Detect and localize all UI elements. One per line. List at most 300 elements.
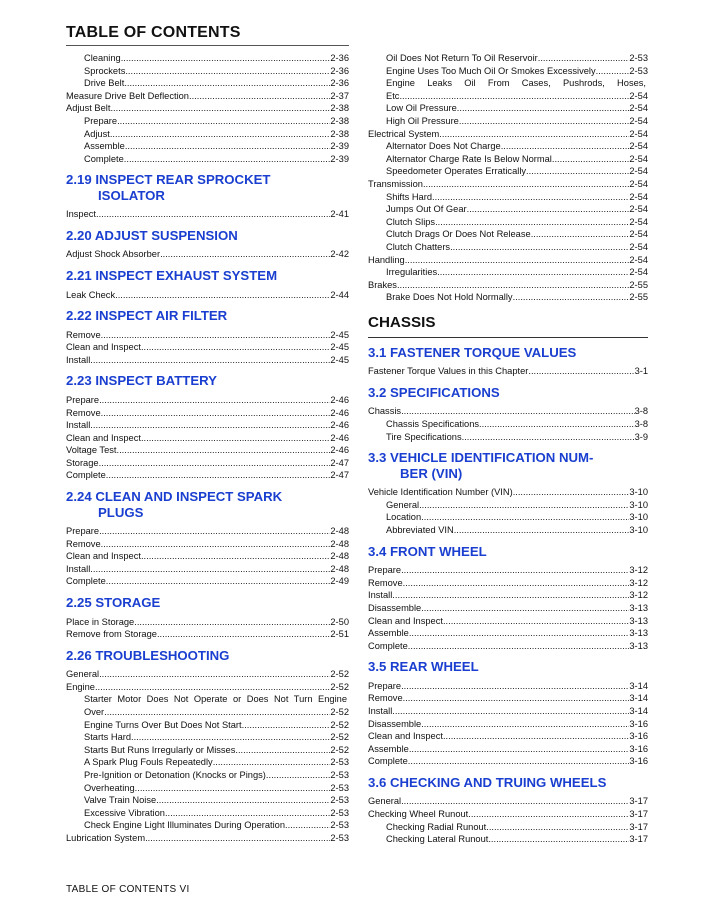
chapter-title: CHASSIS bbox=[368, 314, 648, 338]
toc-leader-dots bbox=[538, 52, 630, 65]
toc-entry-page: 2-36 bbox=[330, 78, 349, 89]
toc-leader-dots bbox=[134, 616, 330, 629]
toc-entry-title: Drive Belt bbox=[84, 78, 125, 89]
toc-entry[interactable] bbox=[66, 563, 349, 576]
page-footer: TABLE OF CONTENTS VI bbox=[66, 884, 190, 895]
toc-entry-page: 2-54 bbox=[629, 241, 648, 252]
toc-entry-title: Oil Does Not Return To Oil Reservoir bbox=[386, 53, 538, 63]
title-rule bbox=[66, 45, 349, 46]
toc-entry-page: 2-41 bbox=[330, 209, 349, 220]
toc-entry-title: Voltage Test bbox=[66, 445, 117, 456]
toc-entry-page: 3-17 bbox=[629, 834, 648, 845]
section-heading[interactable] bbox=[66, 373, 349, 389]
toc-entry-title: Brakes bbox=[368, 279, 397, 290]
toc-entry-title: Remove bbox=[66, 538, 101, 549]
section-heading[interactable] bbox=[66, 308, 349, 324]
toc-entry-title: Pre-Ignition or Detonation (Knocks or Pings) bbox=[84, 769, 266, 780]
toc-entry-page: 2-47 bbox=[330, 470, 349, 481]
toc-entry[interactable] bbox=[66, 550, 349, 563]
toc-entry[interactable] bbox=[368, 680, 648, 693]
toc-leader-dots bbox=[110, 128, 331, 141]
toc-entry-page: 2-38 bbox=[330, 115, 349, 126]
toc-entry-page: 2-45 bbox=[330, 329, 349, 340]
section-heading[interactable] bbox=[66, 268, 349, 284]
toc-leader-dots bbox=[90, 354, 330, 367]
toc-leader-dots bbox=[435, 216, 629, 229]
toc-entry-title: Chassis bbox=[368, 406, 402, 417]
toc-entry-title: Storage bbox=[66, 457, 99, 468]
toc-entry-page: 2-47 bbox=[330, 457, 349, 468]
toc-entry-title: Remove bbox=[66, 329, 101, 340]
toc-entry-page: 2-36 bbox=[330, 65, 349, 76]
toc-entry[interactable] bbox=[66, 208, 349, 221]
toc-entry-page: 2-39 bbox=[330, 153, 349, 164]
toc-entry[interactable] bbox=[368, 365, 648, 378]
toc-entry-title: Install bbox=[368, 590, 393, 601]
toc-entry-page: 3-10 bbox=[629, 512, 648, 523]
toc-leader-dots bbox=[106, 575, 331, 588]
toc-entry-page: 3-16 bbox=[629, 731, 648, 742]
toc-leader-dots bbox=[432, 191, 629, 204]
toc-leader-dots bbox=[141, 341, 330, 354]
toc-leader-dots bbox=[450, 241, 629, 254]
toc-entry[interactable] bbox=[66, 719, 349, 732]
section-heading-line1: 3.5 REAR WHEEL bbox=[368, 659, 479, 675]
toc-leader-dots bbox=[131, 731, 330, 744]
toc-entry[interactable] bbox=[368, 153, 648, 166]
section-heading-line1: 2.25 STORAGE bbox=[66, 595, 161, 611]
toc-entry[interactable] bbox=[66, 341, 349, 354]
toc-entry-page: 2-54 bbox=[629, 216, 648, 227]
toc-entry-page: 3-12 bbox=[629, 565, 648, 576]
toc-entry[interactable] bbox=[66, 115, 349, 128]
toc-entry-title: Starts Hard bbox=[84, 732, 132, 743]
toc-entry-page: 2-54 bbox=[629, 115, 648, 126]
toc-entry-title: Remove bbox=[368, 693, 403, 704]
toc-entry-title: Remove bbox=[66, 407, 101, 418]
toc-entry-title: Sprockets bbox=[84, 65, 126, 76]
toc-leader-dots bbox=[403, 577, 630, 590]
toc-entry-title: Prepare bbox=[368, 565, 402, 576]
toc-entry-title: Engine Uses Too Much Oil Or Smokes Excessively bbox=[386, 65, 596, 76]
toc-leader-dots bbox=[392, 705, 629, 718]
toc-entry[interactable] bbox=[66, 289, 349, 302]
toc-entry-title: Assemble bbox=[84, 141, 125, 152]
toc-entry[interactable] bbox=[368, 808, 648, 821]
toc-entry[interactable] bbox=[368, 165, 648, 178]
toc-entry-page: 2-48 bbox=[330, 563, 349, 574]
toc-entry-page: 2-53 bbox=[629, 53, 648, 63]
toc-entry-page: 2-52 bbox=[330, 707, 349, 717]
toc-entry[interactable] bbox=[368, 692, 648, 705]
toc-entry-page: 3-17 bbox=[629, 796, 648, 807]
toc-entry[interactable] bbox=[66, 807, 349, 820]
toc-entry-page: 2-54 bbox=[629, 267, 648, 278]
toc-entry[interactable] bbox=[368, 718, 648, 731]
toc-entry-title: Disassemble bbox=[368, 602, 422, 613]
toc-entry[interactable] bbox=[368, 228, 648, 241]
toc-entry-title: Measure Drive Belt Deflection bbox=[66, 90, 189, 101]
toc-leader-dots bbox=[397, 279, 629, 292]
toc-leader-dots bbox=[90, 563, 330, 576]
toc-entry[interactable] bbox=[66, 628, 349, 641]
toc-leader-dots bbox=[125, 140, 331, 153]
toc-leader-dots bbox=[96, 208, 330, 221]
toc-entry[interactable] bbox=[66, 394, 349, 407]
toc-entry[interactable] bbox=[66, 538, 349, 551]
toc-leader-dots bbox=[401, 795, 629, 808]
toc-entry-page: 2-49 bbox=[330, 576, 349, 587]
toc-entry[interactable] bbox=[368, 602, 648, 615]
toc-entry-page: 2-52 bbox=[330, 732, 349, 743]
toc-entry-title: Electrical System bbox=[368, 128, 440, 139]
toc-entry-page: 3-14 bbox=[629, 705, 648, 716]
toc-entry[interactable] bbox=[368, 743, 648, 756]
toc-entry-page: 2-38 bbox=[330, 103, 349, 114]
toc-entry[interactable] bbox=[66, 153, 349, 166]
toc-leader-dots bbox=[95, 681, 330, 694]
toc-entry-page: 2-46 bbox=[330, 407, 349, 418]
toc-entry-title: A Spark Plug Fouls Repeatedly bbox=[84, 757, 213, 768]
toc-entry-title: Transmission bbox=[368, 178, 423, 189]
toc-leader-dots bbox=[99, 457, 331, 470]
toc-column-left bbox=[66, 52, 349, 845]
toc-entry[interactable] bbox=[368, 431, 648, 444]
toc-entry[interactable] bbox=[368, 577, 648, 590]
toc-entry[interactable] bbox=[368, 115, 648, 128]
toc-entry-page: 2-53 bbox=[330, 832, 349, 843]
toc-entry-title: General bbox=[66, 669, 100, 680]
toc-entry[interactable] bbox=[368, 524, 648, 537]
toc-entry[interactable] bbox=[368, 511, 648, 524]
toc-entry-title: Clean and Inspect bbox=[368, 615, 443, 626]
toc-entry[interactable] bbox=[66, 832, 349, 845]
section-heading[interactable] bbox=[368, 659, 648, 675]
toc-entry-title: Prepare bbox=[84, 115, 118, 126]
toc-entry[interactable] bbox=[66, 794, 349, 807]
section-heading[interactable] bbox=[368, 775, 648, 791]
toc-entry[interactable] bbox=[368, 564, 648, 577]
toc-entry[interactable] bbox=[368, 833, 648, 846]
toc-entry[interactable] bbox=[66, 354, 349, 367]
toc-entry-title: Cleaning bbox=[84, 53, 121, 63]
toc-entry[interactable] bbox=[368, 821, 648, 834]
toc-entry[interactable] bbox=[66, 731, 349, 744]
toc-entry-page: 2-37 bbox=[330, 90, 349, 101]
toc-entry-title: Alternator Does Not Charge bbox=[386, 141, 501, 152]
toc-entry[interactable] bbox=[66, 407, 349, 420]
toc-entry[interactable] bbox=[368, 279, 648, 292]
toc-leader-dots bbox=[596, 65, 630, 78]
toc-entry-page: 2-54 bbox=[629, 128, 648, 139]
toc-entry[interactable] bbox=[368, 615, 648, 628]
toc-entry-page: 3-16 bbox=[629, 743, 648, 754]
toc-entry-title: Complete bbox=[368, 756, 408, 767]
toc-entry[interactable] bbox=[368, 795, 648, 808]
section-heading-line1: 3.6 CHECKING AND TRUING WHEELS bbox=[368, 774, 607, 790]
toc-entry[interactable] bbox=[368, 499, 648, 512]
section-heading[interactable] bbox=[66, 595, 349, 611]
toc-leader-dots bbox=[125, 65, 330, 78]
toc-entry-page: 2-54 bbox=[629, 166, 648, 177]
toc-entry-page: 2-54 bbox=[629, 178, 648, 189]
toc-entry-page: 2-53 bbox=[330, 757, 349, 768]
toc-entry-page: 2-54 bbox=[629, 141, 648, 152]
toc-entry-title: Leak Check bbox=[66, 289, 116, 300]
section-heading[interactable] bbox=[368, 345, 648, 361]
toc-entry-page: 3-13 bbox=[629, 628, 648, 639]
toc-entry-title: Valve Train Noise bbox=[84, 795, 157, 806]
toc-leader-dots bbox=[117, 115, 330, 128]
toc-entry[interactable] bbox=[66, 469, 349, 482]
toc-entry-title: Alternator Charge Rate Is Below Normal bbox=[386, 153, 552, 164]
toc-leader-dots bbox=[439, 128, 629, 141]
toc-entry-title: Lubrication System bbox=[66, 832, 146, 843]
section-heading[interactable] bbox=[368, 385, 648, 401]
toc-entry[interactable] bbox=[368, 178, 648, 191]
toc-entry-title: Irregularities bbox=[386, 267, 438, 278]
toc-leader-dots bbox=[528, 365, 634, 378]
toc-entry[interactable] bbox=[66, 782, 349, 795]
toc-entry-page: 2-44 bbox=[330, 289, 349, 300]
toc-entry[interactable] bbox=[66, 65, 349, 78]
section-heading[interactable] bbox=[66, 228, 349, 244]
toc-entry-wrap: Engine Leaks Oil From Cases, Pushrods, Hoses, bbox=[386, 78, 646, 89]
toc-entry-page: 2-46 bbox=[330, 445, 349, 456]
toc-leader-dots bbox=[457, 102, 630, 115]
toc-entry[interactable] bbox=[368, 705, 648, 718]
section-heading-line2: BER (VIN) bbox=[400, 465, 463, 481]
toc-entry-page: 2-46 bbox=[330, 394, 349, 405]
section-heading[interactable] bbox=[66, 172, 349, 203]
toc-entry[interactable] bbox=[66, 668, 349, 681]
toc-entry-title: Engine Turns Over But Does Not Start bbox=[84, 719, 242, 730]
toc-entry[interactable] bbox=[368, 730, 648, 743]
toc-column-right bbox=[368, 52, 648, 846]
toc-entry[interactable] bbox=[66, 616, 349, 629]
toc-entry[interactable] bbox=[66, 756, 349, 769]
toc-entry[interactable] bbox=[368, 90, 648, 103]
toc-entry-title: Inspect bbox=[66, 209, 96, 220]
toc-entry-title: Complete bbox=[368, 640, 408, 651]
toc-entry[interactable] bbox=[368, 65, 648, 78]
toc-entry[interactable] bbox=[66, 102, 349, 115]
toc-leader-dots bbox=[443, 730, 629, 743]
section-heading[interactable] bbox=[66, 489, 349, 520]
section-heading[interactable] bbox=[66, 648, 349, 664]
toc-leader-dots bbox=[408, 755, 630, 768]
section-heading-line1: 3.3 VEHICLE IDENTIFICATION NUM- bbox=[368, 450, 594, 466]
toc-leader-dots bbox=[157, 628, 330, 641]
toc-entry[interactable] bbox=[368, 640, 648, 653]
toc-entry[interactable] bbox=[66, 419, 349, 432]
toc-entry-page: 2-52 bbox=[330, 681, 349, 692]
toc-leader-dots bbox=[213, 756, 331, 769]
toc-entry-title: Complete bbox=[66, 576, 106, 587]
toc-leader-dots bbox=[488, 833, 629, 846]
toc-leader-dots bbox=[121, 52, 331, 65]
toc-leader-dots bbox=[462, 431, 635, 444]
toc-entry-page: 2-39 bbox=[330, 141, 349, 152]
toc-leader-dots bbox=[285, 819, 330, 832]
toc-entry[interactable] bbox=[368, 191, 648, 204]
toc-leader-dots bbox=[160, 248, 330, 261]
toc-leader-dots bbox=[90, 419, 330, 432]
toc-entry[interactable] bbox=[368, 52, 648, 65]
toc-leader-dots bbox=[526, 165, 629, 178]
toc-entry-page: 3-8 bbox=[634, 419, 648, 430]
toc-entry-title: Install bbox=[66, 420, 91, 431]
toc-entry[interactable] bbox=[66, 128, 349, 141]
toc-entry-page: 2-53 bbox=[330, 820, 349, 831]
toc-entry[interactable] bbox=[368, 755, 648, 768]
toc-leader-dots bbox=[513, 291, 630, 304]
toc-entry-page: 2-48 bbox=[330, 526, 349, 537]
toc-entry[interactable] bbox=[66, 819, 349, 832]
toc-entry[interactable] bbox=[368, 627, 648, 640]
toc-leader-dots bbox=[101, 329, 331, 342]
toc-leader-dots bbox=[235, 744, 330, 757]
toc-entry[interactable] bbox=[66, 329, 349, 342]
toc-entry[interactable] bbox=[368, 203, 648, 216]
toc-entry[interactable] bbox=[66, 248, 349, 261]
toc-entry-page: 2-52 bbox=[330, 669, 349, 680]
toc-entry-title: General bbox=[368, 796, 402, 807]
toc-leader-dots bbox=[266, 769, 330, 782]
toc-entry-page: 3-10 bbox=[629, 525, 648, 536]
toc-entry[interactable] bbox=[368, 291, 648, 304]
toc-entry-page: 2-38 bbox=[330, 128, 349, 139]
toc-entry-title: Disassemble bbox=[368, 718, 422, 729]
toc-leader-dots bbox=[401, 564, 629, 577]
toc-entry-title: Complete bbox=[66, 470, 106, 481]
toc-entry-page: 2-45 bbox=[330, 342, 349, 353]
toc-entry[interactable] bbox=[66, 52, 349, 65]
toc-entry-title: Prepare bbox=[66, 394, 100, 405]
toc-entry-title: Place in Storage bbox=[66, 616, 135, 627]
toc-entry-title: Clutch Chatters bbox=[386, 241, 451, 252]
toc-entry[interactable] bbox=[66, 681, 349, 694]
toc-entry-title: Checking Radial Runout bbox=[386, 821, 487, 832]
toc-entry-page: 2-48 bbox=[330, 551, 349, 562]
toc-entry-title: Abbreviated VIN bbox=[386, 525, 454, 536]
toc-entry[interactable] bbox=[66, 444, 349, 457]
toc-entry-page: 3-9 bbox=[634, 431, 648, 442]
toc-leader-dots bbox=[501, 140, 630, 153]
section-heading[interactable] bbox=[368, 450, 648, 481]
toc-entry-page: 2-53 bbox=[629, 65, 648, 76]
toc-entry[interactable] bbox=[66, 706, 349, 719]
section-heading-line1: 2.24 CLEAN AND INSPECT SPARK bbox=[66, 489, 283, 505]
toc-entry[interactable] bbox=[368, 266, 648, 279]
toc-entry[interactable] bbox=[368, 418, 648, 431]
toc-entry-title: Brake Does Not Hold Normally bbox=[386, 292, 513, 303]
toc-entry-page: 2-52 bbox=[330, 744, 349, 755]
toc-leader-dots bbox=[423, 178, 629, 191]
toc-entry-title: Vehicle Identification Number (VIN) bbox=[368, 487, 513, 498]
toc-entry[interactable] bbox=[66, 140, 349, 153]
toc-entry-title: Chassis Specifications bbox=[386, 419, 480, 430]
toc-entry[interactable] bbox=[66, 525, 349, 538]
section-heading-line1: 2.20 ADJUST SUSPENSION bbox=[66, 227, 238, 243]
toc-entry[interactable] bbox=[368, 405, 648, 418]
toc-leader-dots bbox=[486, 821, 629, 834]
toc-entry-title: Clutch Slips bbox=[386, 216, 436, 227]
toc-entry[interactable] bbox=[66, 744, 349, 757]
toc-leader-dots bbox=[409, 743, 630, 756]
toc-entry[interactable] bbox=[66, 432, 349, 445]
section-heading-line1: 3.2 SPECIFICATIONS bbox=[368, 384, 500, 400]
toc-entry-page: 3-17 bbox=[629, 809, 648, 820]
toc-entry[interactable] bbox=[368, 254, 648, 267]
toc-leader-dots bbox=[110, 102, 330, 115]
toc-entry-page: 3-17 bbox=[629, 821, 648, 832]
toc-leader-dots bbox=[99, 668, 330, 681]
toc-entry-title: Speedometer Operates Erratically bbox=[386, 166, 527, 177]
toc-entry-page: 2-48 bbox=[330, 538, 349, 549]
toc-entry-page: 2-46 bbox=[330, 420, 349, 431]
toc-entry-page: 3-14 bbox=[629, 693, 648, 704]
toc-entry-title: Install bbox=[66, 354, 91, 365]
toc-entry-page: 2-53 bbox=[330, 769, 349, 780]
toc-entry-page: 2-54 bbox=[629, 204, 648, 215]
toc-entry-title: Tire Specifications bbox=[386, 431, 462, 442]
toc-entry-title: Checking Wheel Runout bbox=[368, 809, 469, 820]
toc-entry-page: 2-54 bbox=[629, 254, 648, 265]
toc-entry-title: Checking Lateral Runout bbox=[386, 834, 489, 845]
toc-entry-title: High Oil Pressure bbox=[386, 115, 459, 126]
toc-leader-dots bbox=[101, 407, 331, 420]
toc-leader-dots bbox=[135, 782, 331, 795]
toc-entry[interactable] bbox=[66, 769, 349, 782]
toc-entry[interactable] bbox=[368, 216, 648, 229]
toc-entry-page: 3-1 bbox=[634, 366, 648, 377]
toc-leader-dots bbox=[115, 289, 330, 302]
toc-entry-wrap: Starter Motor Does Not Operate or Does Not Turn Engine bbox=[84, 694, 347, 705]
toc-entry[interactable] bbox=[66, 575, 349, 588]
toc-entry[interactable] bbox=[368, 486, 648, 499]
toc-leader-dots bbox=[459, 115, 630, 128]
toc-entry-page: 2-52 bbox=[330, 719, 349, 730]
toc-entry-title: Remove bbox=[368, 577, 403, 588]
section-heading[interactable] bbox=[368, 544, 648, 560]
toc-entry[interactable] bbox=[368, 102, 648, 115]
toc-entry[interactable] bbox=[66, 457, 349, 470]
toc-entry[interactable] bbox=[66, 90, 349, 103]
toc-entry[interactable] bbox=[368, 241, 648, 254]
toc-entry-page: 2-55 bbox=[629, 279, 648, 290]
toc-entry-page: 2-36 bbox=[330, 53, 349, 63]
toc-entry-title: Adjust bbox=[84, 128, 110, 139]
toc-leader-dots bbox=[421, 602, 629, 615]
toc-entry-title: Starts But Runs Irregularly or Misses bbox=[84, 744, 236, 755]
toc-entry[interactable] bbox=[368, 140, 648, 153]
toc-entry-page: 2-54 bbox=[629, 191, 648, 202]
toc-entry-title: Clean and Inspect bbox=[66, 342, 141, 353]
toc-leader-dots bbox=[99, 525, 330, 538]
toc-entry-page: 3-14 bbox=[629, 680, 648, 691]
toc-entry-page: 2-54 bbox=[629, 103, 648, 114]
toc-entry-title: Clean and Inspect bbox=[66, 551, 141, 562]
toc-entry-page: 2-53 bbox=[330, 795, 349, 806]
toc-entry[interactable] bbox=[368, 589, 648, 602]
toc-entry[interactable] bbox=[66, 77, 349, 90]
toc-entry-title: Clean and Inspect bbox=[66, 432, 141, 443]
toc-entry-title: Low Oil Pressure bbox=[386, 103, 457, 114]
toc-entry[interactable] bbox=[368, 128, 648, 141]
toc-entry-title: Adjust Shock Absorber bbox=[66, 249, 161, 260]
section-heading-line1: 2.26 TROUBLESHOOTING bbox=[66, 647, 230, 663]
